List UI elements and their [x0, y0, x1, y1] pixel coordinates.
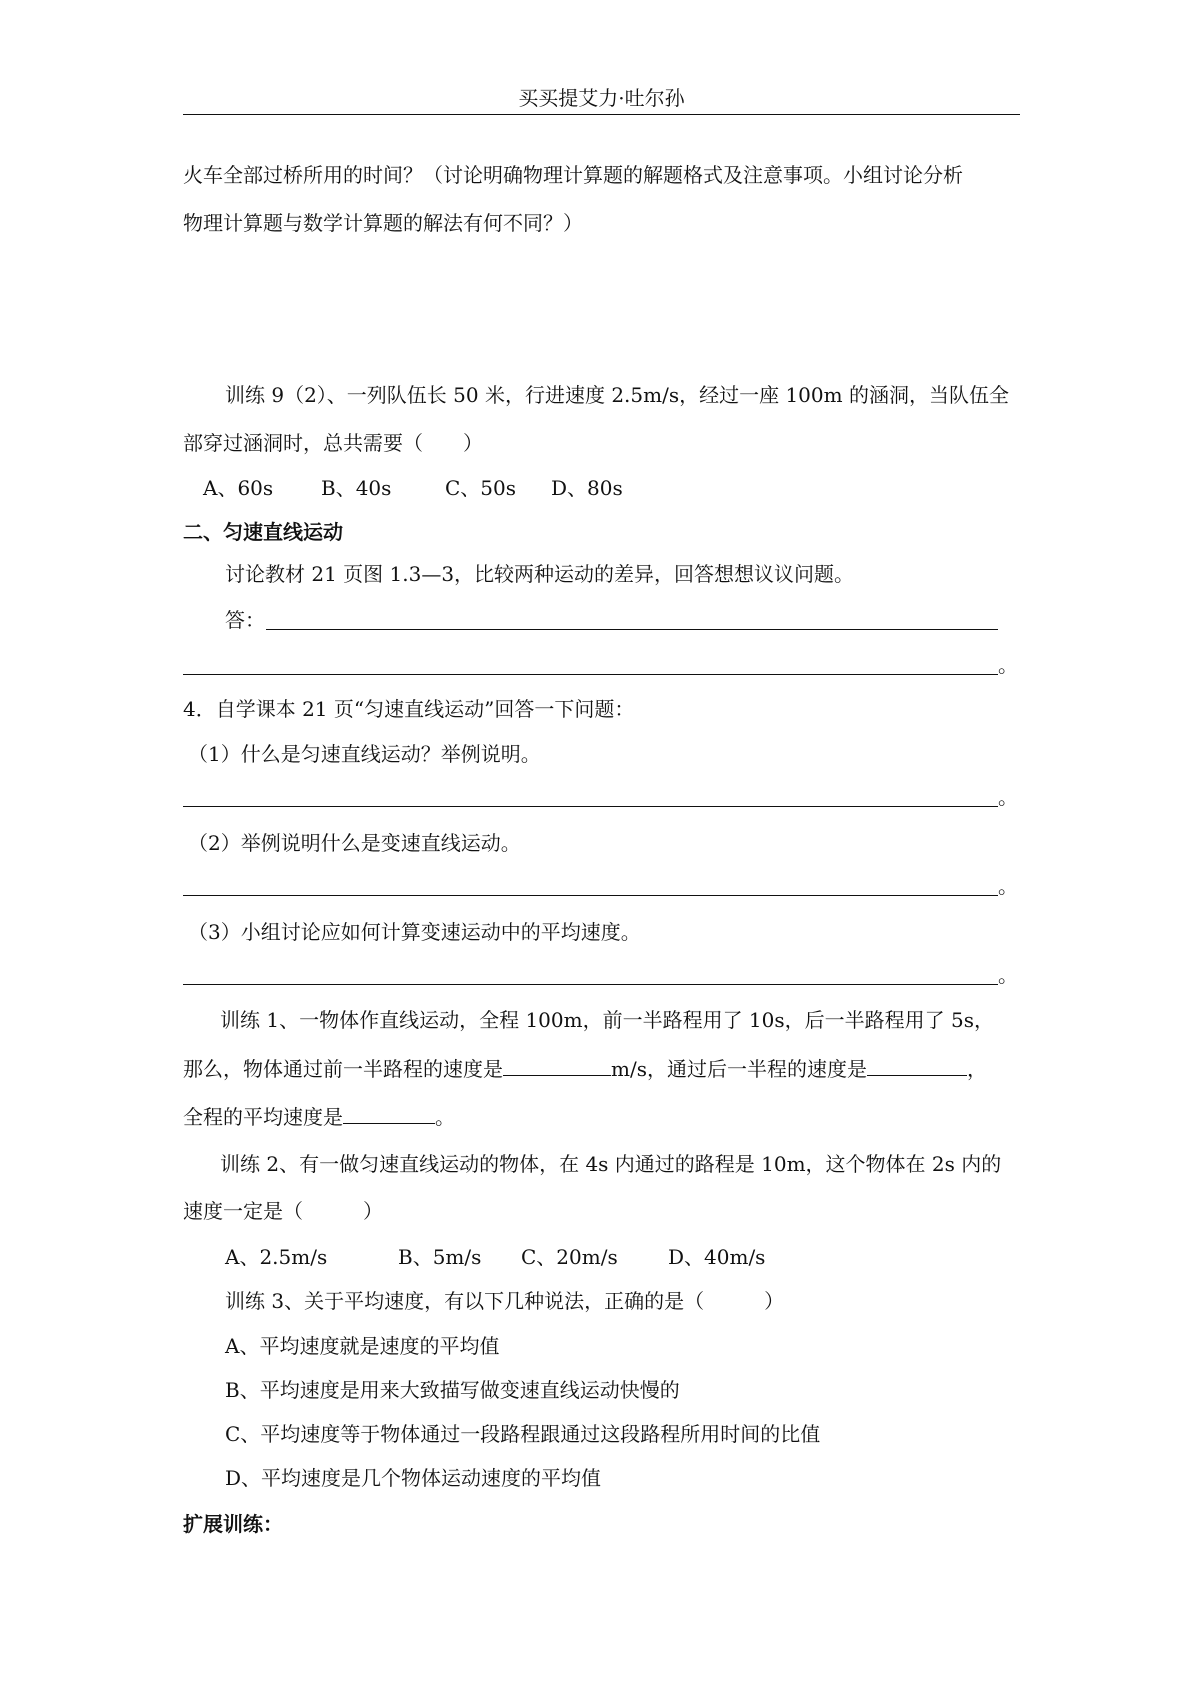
blank-speed-first-half: [503, 1053, 611, 1076]
training-3-option-b: B、平均速度是用来大致描写做变速直线运动快慢的: [225, 1378, 680, 1402]
answer-end-mark: 。: [998, 653, 1018, 677]
page-header-title: 买买提艾力·吐尔孙: [518, 86, 685, 110]
question-4-sub-2: （2）举例说明什么是变速直线运动。: [188, 831, 521, 855]
question-4-title: 4．自学课本 21 页“匀速直线运动”回答一下问题：: [183, 697, 635, 721]
training-1-text-b: m/s，通过后一半程的速度是: [611, 1057, 867, 1081]
training-1-text-a: 那么，物体通过前一半路程的速度是: [183, 1057, 503, 1081]
option-d: D、40m/s: [668, 1245, 766, 1269]
section-2-heading: 二、匀速直线运动: [183, 520, 343, 544]
section-2-discuss: 讨论教材 21 页图 1.3—3，比较两种运动的差异，回答想想议议问题。: [225, 562, 855, 586]
option-a: A、60s: [203, 476, 274, 500]
answer-label: 答：: [225, 608, 265, 632]
option-c: C、50s: [445, 476, 517, 500]
blank-average-speed: [343, 1101, 435, 1124]
option-a: A、2.5m/s: [225, 1245, 328, 1269]
header-rule: [183, 114, 1020, 115]
training-1-line-1: 训练 1、一物体作直线运动，全程 100m，前一半路程用了 10s，后一半路程用了 5s，: [220, 1008, 994, 1032]
sub-1-blank-line: [183, 806, 998, 807]
training-2-line-1: 训练 2、有一做匀速直线运动的物体，在 4s 内通过的路程是 10m，这个物体在 2s 内的: [220, 1152, 1002, 1176]
question-4-sub-3: （3）小组讨论应如何计算变速运动中的平均速度。: [188, 920, 641, 944]
question-4-sub-1: （1）什么是匀速直线运动？举例说明。: [188, 742, 541, 766]
sub-2-blank-line: [183, 895, 998, 896]
blank-speed-second-half: [867, 1053, 967, 1076]
training-3-option-a: A、平均速度就是速度的平均值: [225, 1334, 500, 1358]
training-3-option-c: C、平均速度等于物体通过一段路程跟通过这段路程所用时间的比值: [225, 1422, 821, 1446]
sub-3-end-mark: 。: [998, 963, 1018, 987]
training-9-line-1: 训练 9（2）、一列队伍长 50 米，行进速度 2.5m/s，经过一座 100m 的涵洞，当队伍全: [225, 383, 1009, 407]
sub-3-blank-line: [183, 984, 998, 985]
training-9-line-2: 部穿过涵洞时，总共需要（ ）: [183, 431, 483, 455]
sub-2-end-mark: 。: [998, 874, 1018, 898]
sub-1-end-mark: 。: [998, 785, 1018, 809]
option-b: B、40s: [321, 476, 392, 500]
intro-line-2: 物理计算题与数学计算题的解法有何不同？）: [183, 211, 583, 235]
answer-blank-line-1: [266, 629, 998, 630]
answer-blank-line-2: [183, 674, 998, 675]
training-3-question: 训练 3、关于平均速度，有以下几种说法，正确的是（ ）: [225, 1289, 785, 1313]
intro-line-1: 火车全部过桥所用的时间？（讨论明确物理计算题的解题格式及注意事项。小组讨论分析: [183, 163, 963, 187]
training-1-text-e: 。: [435, 1105, 455, 1129]
training-1-line-2: [183, 1053, 987, 1083]
training-2-line-2: 速度一定是（ ）: [183, 1199, 383, 1223]
training-3-option-d: D、平均速度是几个物体运动速度的平均值: [225, 1466, 602, 1490]
option-b: B、5m/s: [398, 1245, 482, 1269]
training-1-text-c: ，: [966, 1057, 987, 1081]
training-1-line-3: [183, 1101, 455, 1131]
extension-heading: 扩展训练：: [183, 1512, 283, 1536]
option-d: D、80s: [551, 476, 623, 500]
training-1-text-d: 全程的平均速度是: [183, 1105, 343, 1129]
option-c: C、20m/s: [521, 1245, 618, 1269]
